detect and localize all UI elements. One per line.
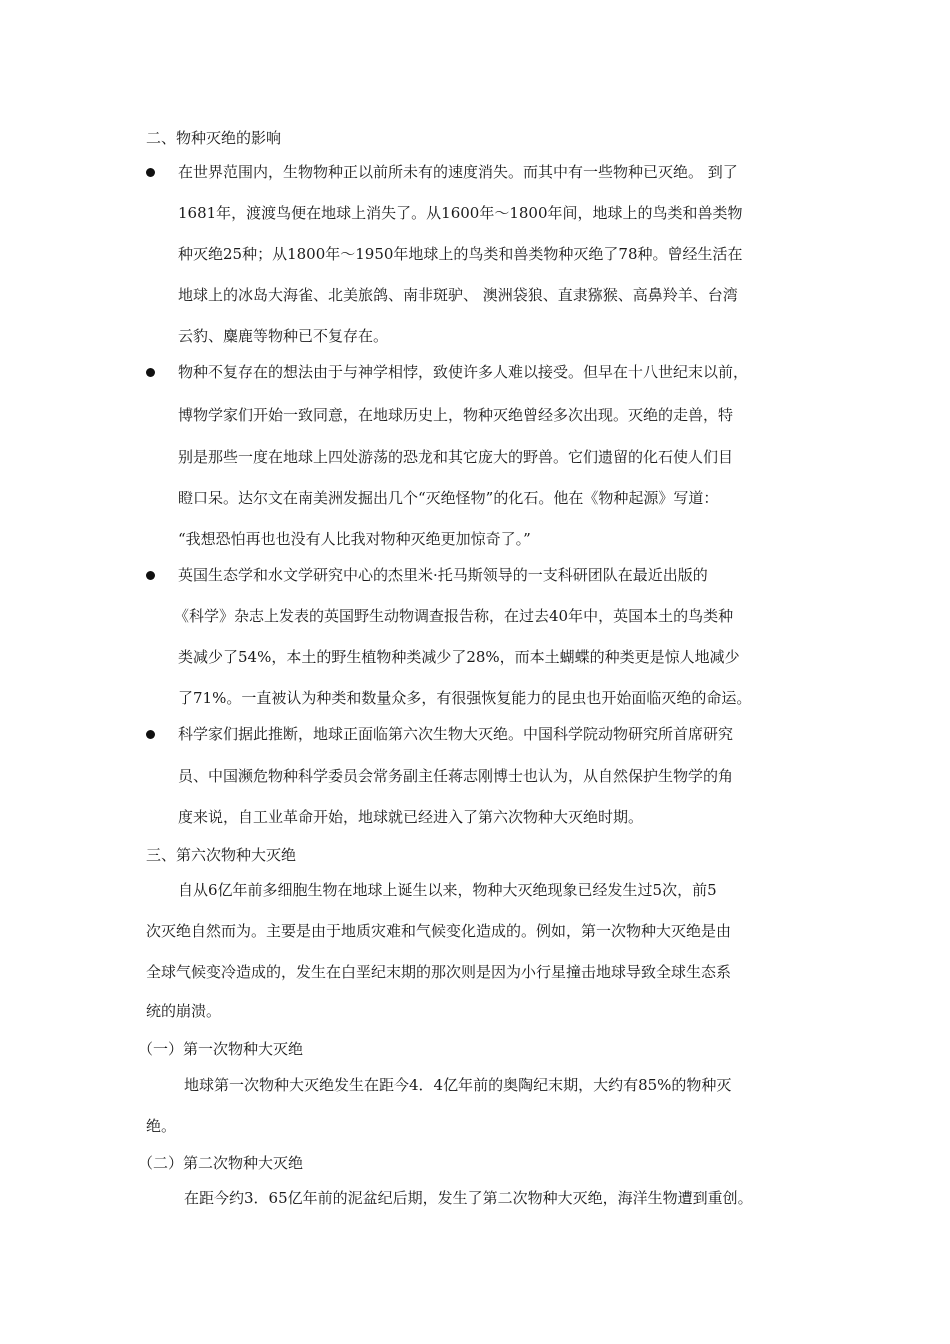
paragraph-line: 1681年，渡渡鸟便在地球上消失了。从1600年～1800年间，地球上的鸟类和兽类物: [178, 204, 743, 222]
paragraph-line: 科学家们据此推断，地球正面临第六次生物大灭绝。中国科学院动物研究所首席研究: [178, 725, 734, 743]
paragraph-line: 自从6亿年前多细胞生物在地球上诞生以来，物种大灭绝现象已经发生过5次，前5: [178, 881, 717, 899]
paragraph-line: 在世界范围内，生物物种正以前所未有的速度消失。而其中有一些物种已灭绝。 到了: [178, 163, 738, 181]
paragraph-line: “我想恐怕再也也没有人比我对物种灭绝更加惊奇了。”: [178, 530, 531, 548]
paragraph-line: 绝。: [146, 1117, 177, 1135]
paragraph-line: 《科学》杂志上发表的英国野生动物调查报告称，在过去40年中，英国本土的鸟类种: [174, 607, 734, 625]
paragraph-line: 员、中国濒危物种科学委员会常务副主任蒋志刚博士也认为，从自然保护生物学的角: [178, 767, 734, 785]
paragraph-line: 次灭绝自然而为。主要是由于地质灾难和气候变化造成的。例如，第一次物种大灭绝是由: [146, 922, 732, 940]
section-heading-2: 二、物种灭绝的影响: [146, 129, 282, 147]
paragraph-line: 在距今约3．65亿年前的泥盆纪后期，发生了第二次物种大灭绝，海洋生物遭到重创。: [184, 1189, 753, 1207]
subsection-heading-1: （一）第一次物种大灭绝: [138, 1040, 304, 1058]
paragraph-line: 种灭绝25种；从1800年～1950年地球上的鸟类和兽类物种灭绝了78种。曾经生活在: [178, 245, 743, 263]
paragraph-line: 了71%。一直被认为种类和数量众多，有很强恢复能力的昆虫也开始面临灭绝的命运。: [178, 689, 752, 707]
bullet-dot-icon: [146, 730, 155, 739]
paragraph-line: 全球气候变冷造成的，发生在白垩纪末期的那次则是因为小行星撞击地球导致全球生态系: [146, 963, 732, 981]
paragraph-line: 瞪口呆。达尔文在南美洲发掘出几个“灭绝怪物”的化石。他在《物种起源》写道：: [178, 489, 719, 507]
paragraph-line: 统的崩溃。: [146, 1002, 222, 1020]
subsection-heading-2: （二）第二次物种大灭绝: [138, 1154, 304, 1172]
paragraph-line: 物种不复存在的想法由于与神学相悖，致使许多人难以接受。但早在十八世纪末以前，: [178, 363, 749, 381]
paragraph-line: 地球第一次物种大灭绝发生在距今4．4亿年前的奥陶纪末期，大约有85%的物种灭: [184, 1076, 732, 1094]
bullet-dot-icon: [146, 168, 155, 177]
paragraph-line: 地球上的冰岛大海雀、北美旅鸽、南非斑驴、 澳洲袋狼、直隶猕猴、高鼻羚羊、台湾: [178, 286, 738, 304]
paragraph-line: 别是那些一度在地球上四处游荡的恐龙和其它庞大的野兽。它们遗留的化石使人们目: [178, 448, 734, 466]
bullet-dot-icon: [146, 571, 155, 580]
paragraph-line: 英国生态学和水文学研究中心的杰里米·托马斯领导的一支科研团队在最近出版的: [178, 566, 708, 584]
section-heading-3: 三、第六次物种大灭绝: [146, 846, 297, 864]
paragraph-line: 类减少了54%，本土的野生植物种类减少了28%，而本土蝴蝶的种类更是惊人地减少: [178, 648, 740, 666]
paragraph-line: 博物学家们开始一致同意，在地球历史上，物种灭绝曾经多次出现。灭绝的走兽，特: [178, 406, 734, 424]
bullet-dot-icon: [146, 368, 155, 377]
paragraph-line: 度来说，自工业革命开始，地球就已经进入了第六次物种大灭绝时期。: [178, 808, 644, 826]
paragraph-line: 云豹、麋鹿等物种已不复存在。: [178, 327, 389, 345]
